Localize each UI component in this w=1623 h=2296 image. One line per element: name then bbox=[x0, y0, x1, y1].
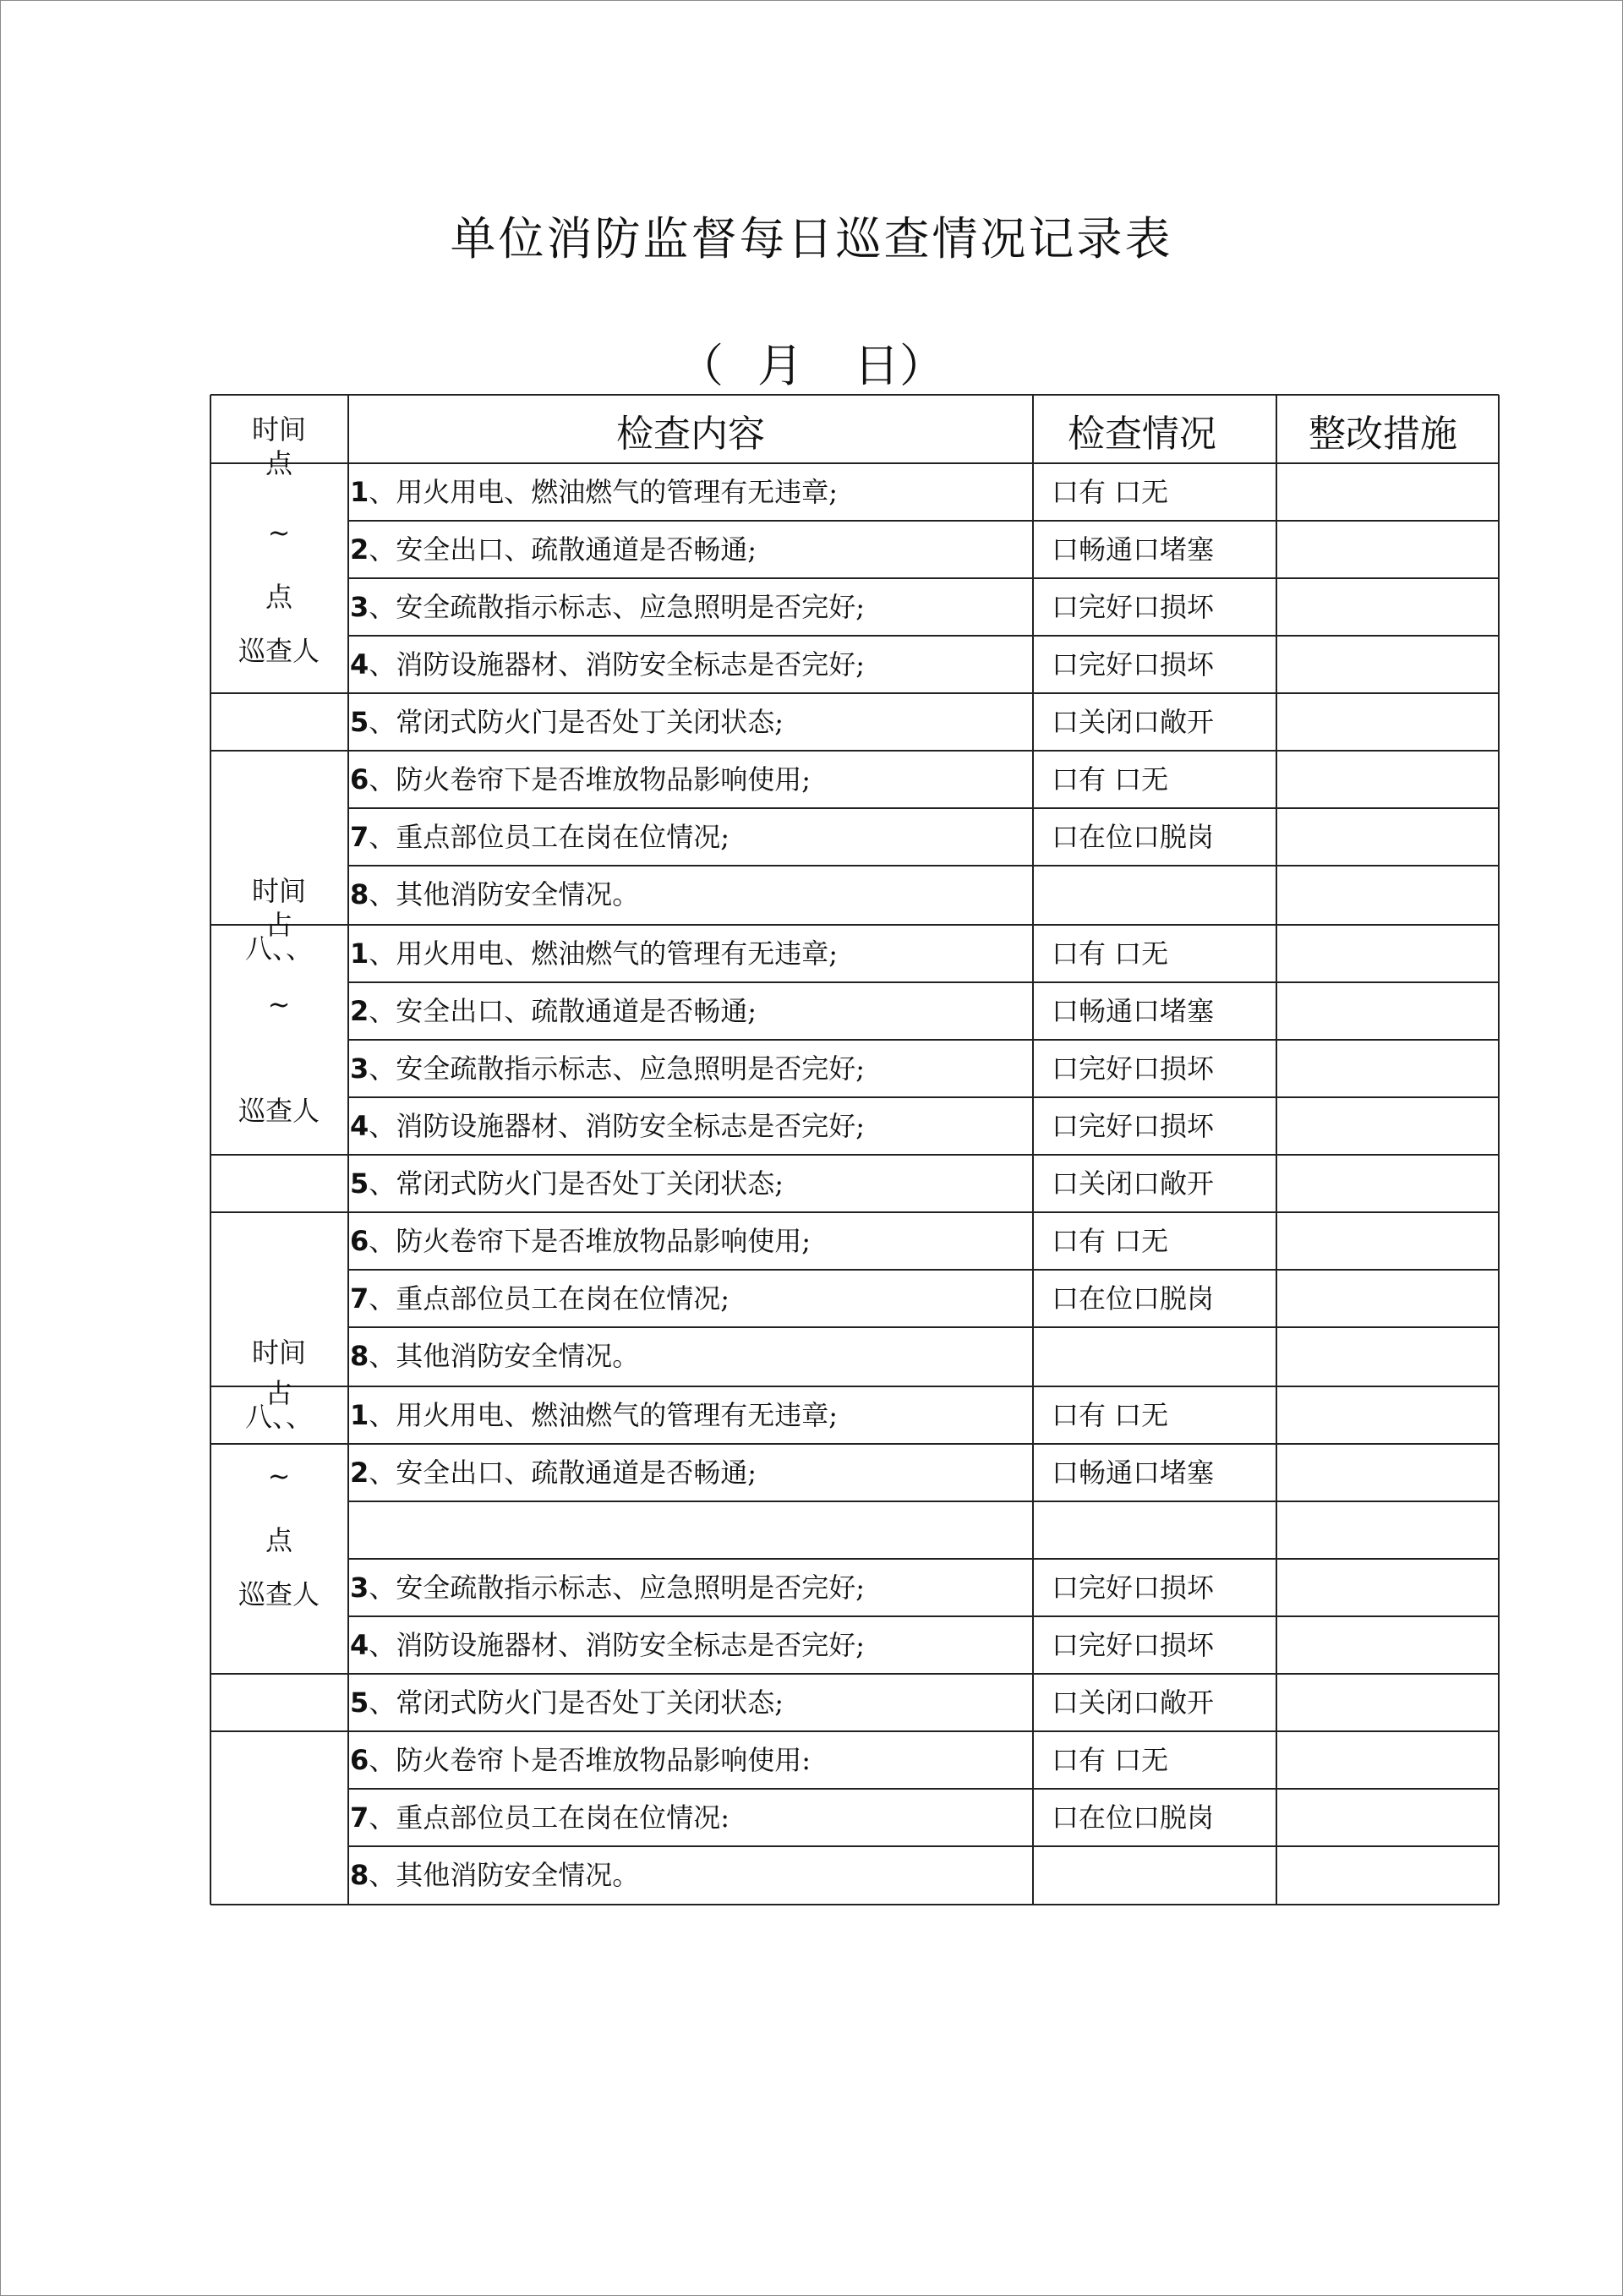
check-item bbox=[350, 533, 757, 566]
check-item-text: 、用火用电、燃油燃气的管理有无违章; bbox=[369, 476, 839, 508]
check-item-number: 7 bbox=[350, 821, 369, 853]
check-item-number: 5 bbox=[350, 1686, 369, 1719]
check-status-options: 口畅通口堵塞 bbox=[1052, 995, 1215, 1027]
header-check-content: 检查内容 bbox=[616, 413, 765, 456]
side-label: ~ bbox=[267, 988, 291, 1020]
check-item bbox=[350, 1282, 730, 1315]
side-label: 时间 bbox=[251, 1337, 306, 1369]
check-item-number: 3 bbox=[350, 591, 369, 623]
side-label: ~ bbox=[267, 1460, 291, 1492]
check-item-number: 1 bbox=[350, 476, 369, 508]
side-label: 占 bbox=[265, 909, 292, 941]
check-item-text: 、防火卷帘下是否堆放物品影响使用; bbox=[369, 763, 812, 795]
check-item bbox=[350, 878, 640, 910]
check-status-options: 口有 口无 bbox=[1052, 938, 1169, 970]
check-status-options: 口有 口无 bbox=[1052, 763, 1169, 795]
side-label: ~ bbox=[267, 517, 291, 549]
check-item-number: 3 bbox=[350, 1052, 369, 1085]
check-item-text: 、常闭式防火门是否处丁关闭状态; bbox=[369, 706, 784, 738]
side-label: 点 bbox=[265, 1524, 292, 1556]
check-status-options: 口关闭口敞开 bbox=[1052, 706, 1215, 738]
check-item-number: 6 bbox=[350, 1225, 369, 1257]
check-item-text: 、常闭式防火门是否处丁关闭状态; bbox=[369, 1686, 784, 1719]
check-status-options: 口在位口脱岗 bbox=[1052, 1801, 1215, 1834]
check-item bbox=[350, 1340, 640, 1372]
check-item-text: 、安全疏散指示标志、应急照明是否完好; bbox=[369, 1572, 866, 1604]
side-label: 八、、 bbox=[244, 932, 313, 965]
check-item bbox=[350, 1861, 639, 1889]
side-label: 时间 bbox=[251, 875, 306, 907]
check-item bbox=[350, 1167, 784, 1200]
check-item-text: 、其他消防安全情况。 bbox=[369, 1859, 640, 1891]
check-status-options: 口在位口脱岗 bbox=[1052, 1282, 1215, 1315]
header-corrective-measures: 整改措施 bbox=[1309, 413, 1457, 456]
header-check-status: 检查情况 bbox=[1068, 413, 1216, 456]
side-label: 点 bbox=[265, 581, 292, 613]
check-item bbox=[350, 648, 866, 681]
check-item bbox=[350, 995, 757, 1027]
page-title: 单位消防监督每日巡查情况记录表 bbox=[450, 212, 1173, 265]
check-status-options: 口完好口损坏 bbox=[1052, 1110, 1215, 1142]
side-label: 占 bbox=[265, 1377, 292, 1409]
check-item bbox=[350, 1629, 866, 1661]
check-item bbox=[350, 1744, 812, 1776]
check-item-text: 、用火用电、燃油燃气的管理有无违章; bbox=[369, 938, 839, 970]
side-label: 巡查人 bbox=[238, 1095, 320, 1127]
side-label: 点 bbox=[265, 447, 292, 479]
check-item-text: 、其他消防安全情况。 bbox=[369, 1340, 640, 1372]
check-item-number: 4 bbox=[350, 1110, 369, 1142]
check-item bbox=[350, 763, 812, 795]
check-item-text: 、安全出口、疏散通道是否畅通; bbox=[369, 1457, 757, 1489]
date-line bbox=[0, 330, 1623, 395]
check-item-text: 、用火用电、燃油燃气的管理有无违章; bbox=[369, 1399, 839, 1431]
check-item bbox=[350, 1399, 839, 1431]
check-item-text: 、消防设施器材、消防安全标志是否完好; bbox=[369, 648, 866, 681]
check-item-number: 6 bbox=[350, 763, 369, 795]
check-status-options: 口关闭口敞开 bbox=[1052, 1686, 1215, 1719]
side-label: 巡查人 bbox=[238, 1578, 320, 1610]
check-item-text: 、安全出口、疏散通道是否畅通; bbox=[369, 995, 757, 1027]
check-item bbox=[350, 938, 839, 970]
check-status-options: 口完好口损坏 bbox=[1052, 648, 1215, 681]
check-item bbox=[350, 706, 784, 738]
check-item-text: 、常闭式防火门是否处丁关闭状态; bbox=[369, 1167, 784, 1200]
check-status-options: 口完好口损坏 bbox=[1052, 1052, 1215, 1085]
check-status-options: 口有 口无 bbox=[1052, 476, 1169, 508]
check-item-number: 6 bbox=[350, 1744, 369, 1776]
check-item bbox=[350, 1457, 757, 1489]
check-item-number: 8 bbox=[350, 1859, 369, 1891]
check-status-options: 口有 口无 bbox=[1052, 1744, 1169, 1776]
check-item-text: 、防火卷帘卜是否堆放物品影响使用: bbox=[369, 1744, 812, 1776]
check-item-text: 、重点部位员工在岗在位情况: bbox=[369, 1801, 730, 1834]
check-item-text: 、其他消防安全情况。 bbox=[369, 878, 640, 910]
check-item-number: 2 bbox=[350, 995, 369, 1027]
check-item-number: 7 bbox=[350, 1282, 369, 1315]
side-label: 时间 bbox=[251, 413, 306, 446]
check-status-options: 口有 口无 bbox=[1052, 1399, 1169, 1431]
check-status-options: 口在位口脱岗 bbox=[1052, 821, 1215, 853]
check-item bbox=[350, 1801, 730, 1834]
date-open-paren: （ bbox=[678, 339, 724, 392]
check-item-text: 、防火卷帘下是否堆放物品影响使用; bbox=[369, 1225, 812, 1257]
check-item-text: 、安全疏散指示标志、应急照明是否完好; bbox=[369, 1052, 866, 1085]
check-item-text: 、安全出口、疏散通道是否畅通; bbox=[369, 533, 757, 566]
check-status-options: 口畅通口堵塞 bbox=[1052, 1457, 1215, 1489]
check-item bbox=[350, 1227, 811, 1255]
check-item bbox=[350, 1112, 865, 1140]
check-status-options: 口完好口损坏 bbox=[1052, 1629, 1215, 1661]
check-item-number: 2 bbox=[350, 533, 369, 566]
check-item bbox=[350, 591, 866, 623]
check-item-number: 8 bbox=[350, 1340, 369, 1372]
check-item-number: 2 bbox=[350, 1457, 369, 1489]
check-item-number: 1 bbox=[350, 938, 369, 970]
check-item-text: 、消防设施器材、消防安全标志是否完好; bbox=[369, 1629, 866, 1661]
side-label: 巡查人 bbox=[238, 635, 320, 667]
side-label: 八、、 bbox=[244, 1401, 313, 1433]
check-item-number: 5 bbox=[350, 706, 369, 738]
check-item-number: 3 bbox=[350, 1572, 369, 1604]
check-item-text: 、安全疏散指示标志、应急照明是否完好; bbox=[369, 591, 866, 623]
check-item-number: 4 bbox=[350, 1629, 369, 1661]
check-item-number: 8 bbox=[350, 878, 369, 910]
check-item bbox=[350, 1686, 784, 1719]
check-item bbox=[350, 1052, 866, 1085]
check-item-text: 、消防设施器材、消防安全标志是否完好; bbox=[369, 1110, 866, 1142]
check-status-options: 口关闭口敞开 bbox=[1052, 1167, 1215, 1200]
date-month: 月 bbox=[757, 339, 803, 392]
check-status-options: 口完好口损坏 bbox=[1052, 591, 1215, 623]
date-day: 日 bbox=[854, 339, 899, 392]
check-item-number: 4 bbox=[350, 648, 369, 681]
check-status-options: 口有 口无 bbox=[1052, 1225, 1169, 1257]
inspection-table bbox=[210, 394, 1500, 1905]
check-status-options: 口完好口损坏 bbox=[1052, 1572, 1215, 1604]
check-item bbox=[350, 821, 730, 853]
check-item-number: 1 bbox=[350, 1399, 369, 1431]
check-item-text: 、重点部位员工在岗在位情况; bbox=[369, 1282, 730, 1315]
date-close-paren: ） bbox=[899, 339, 945, 392]
check-status-options: 口畅通口堵塞 bbox=[1052, 533, 1215, 566]
check-item bbox=[350, 478, 838, 506]
check-item-number: 5 bbox=[350, 1167, 369, 1200]
check-item-number: 7 bbox=[350, 1801, 369, 1834]
check-item-text: 、重点部位员工在岗在位情况; bbox=[369, 821, 730, 853]
check-item bbox=[350, 1572, 866, 1604]
